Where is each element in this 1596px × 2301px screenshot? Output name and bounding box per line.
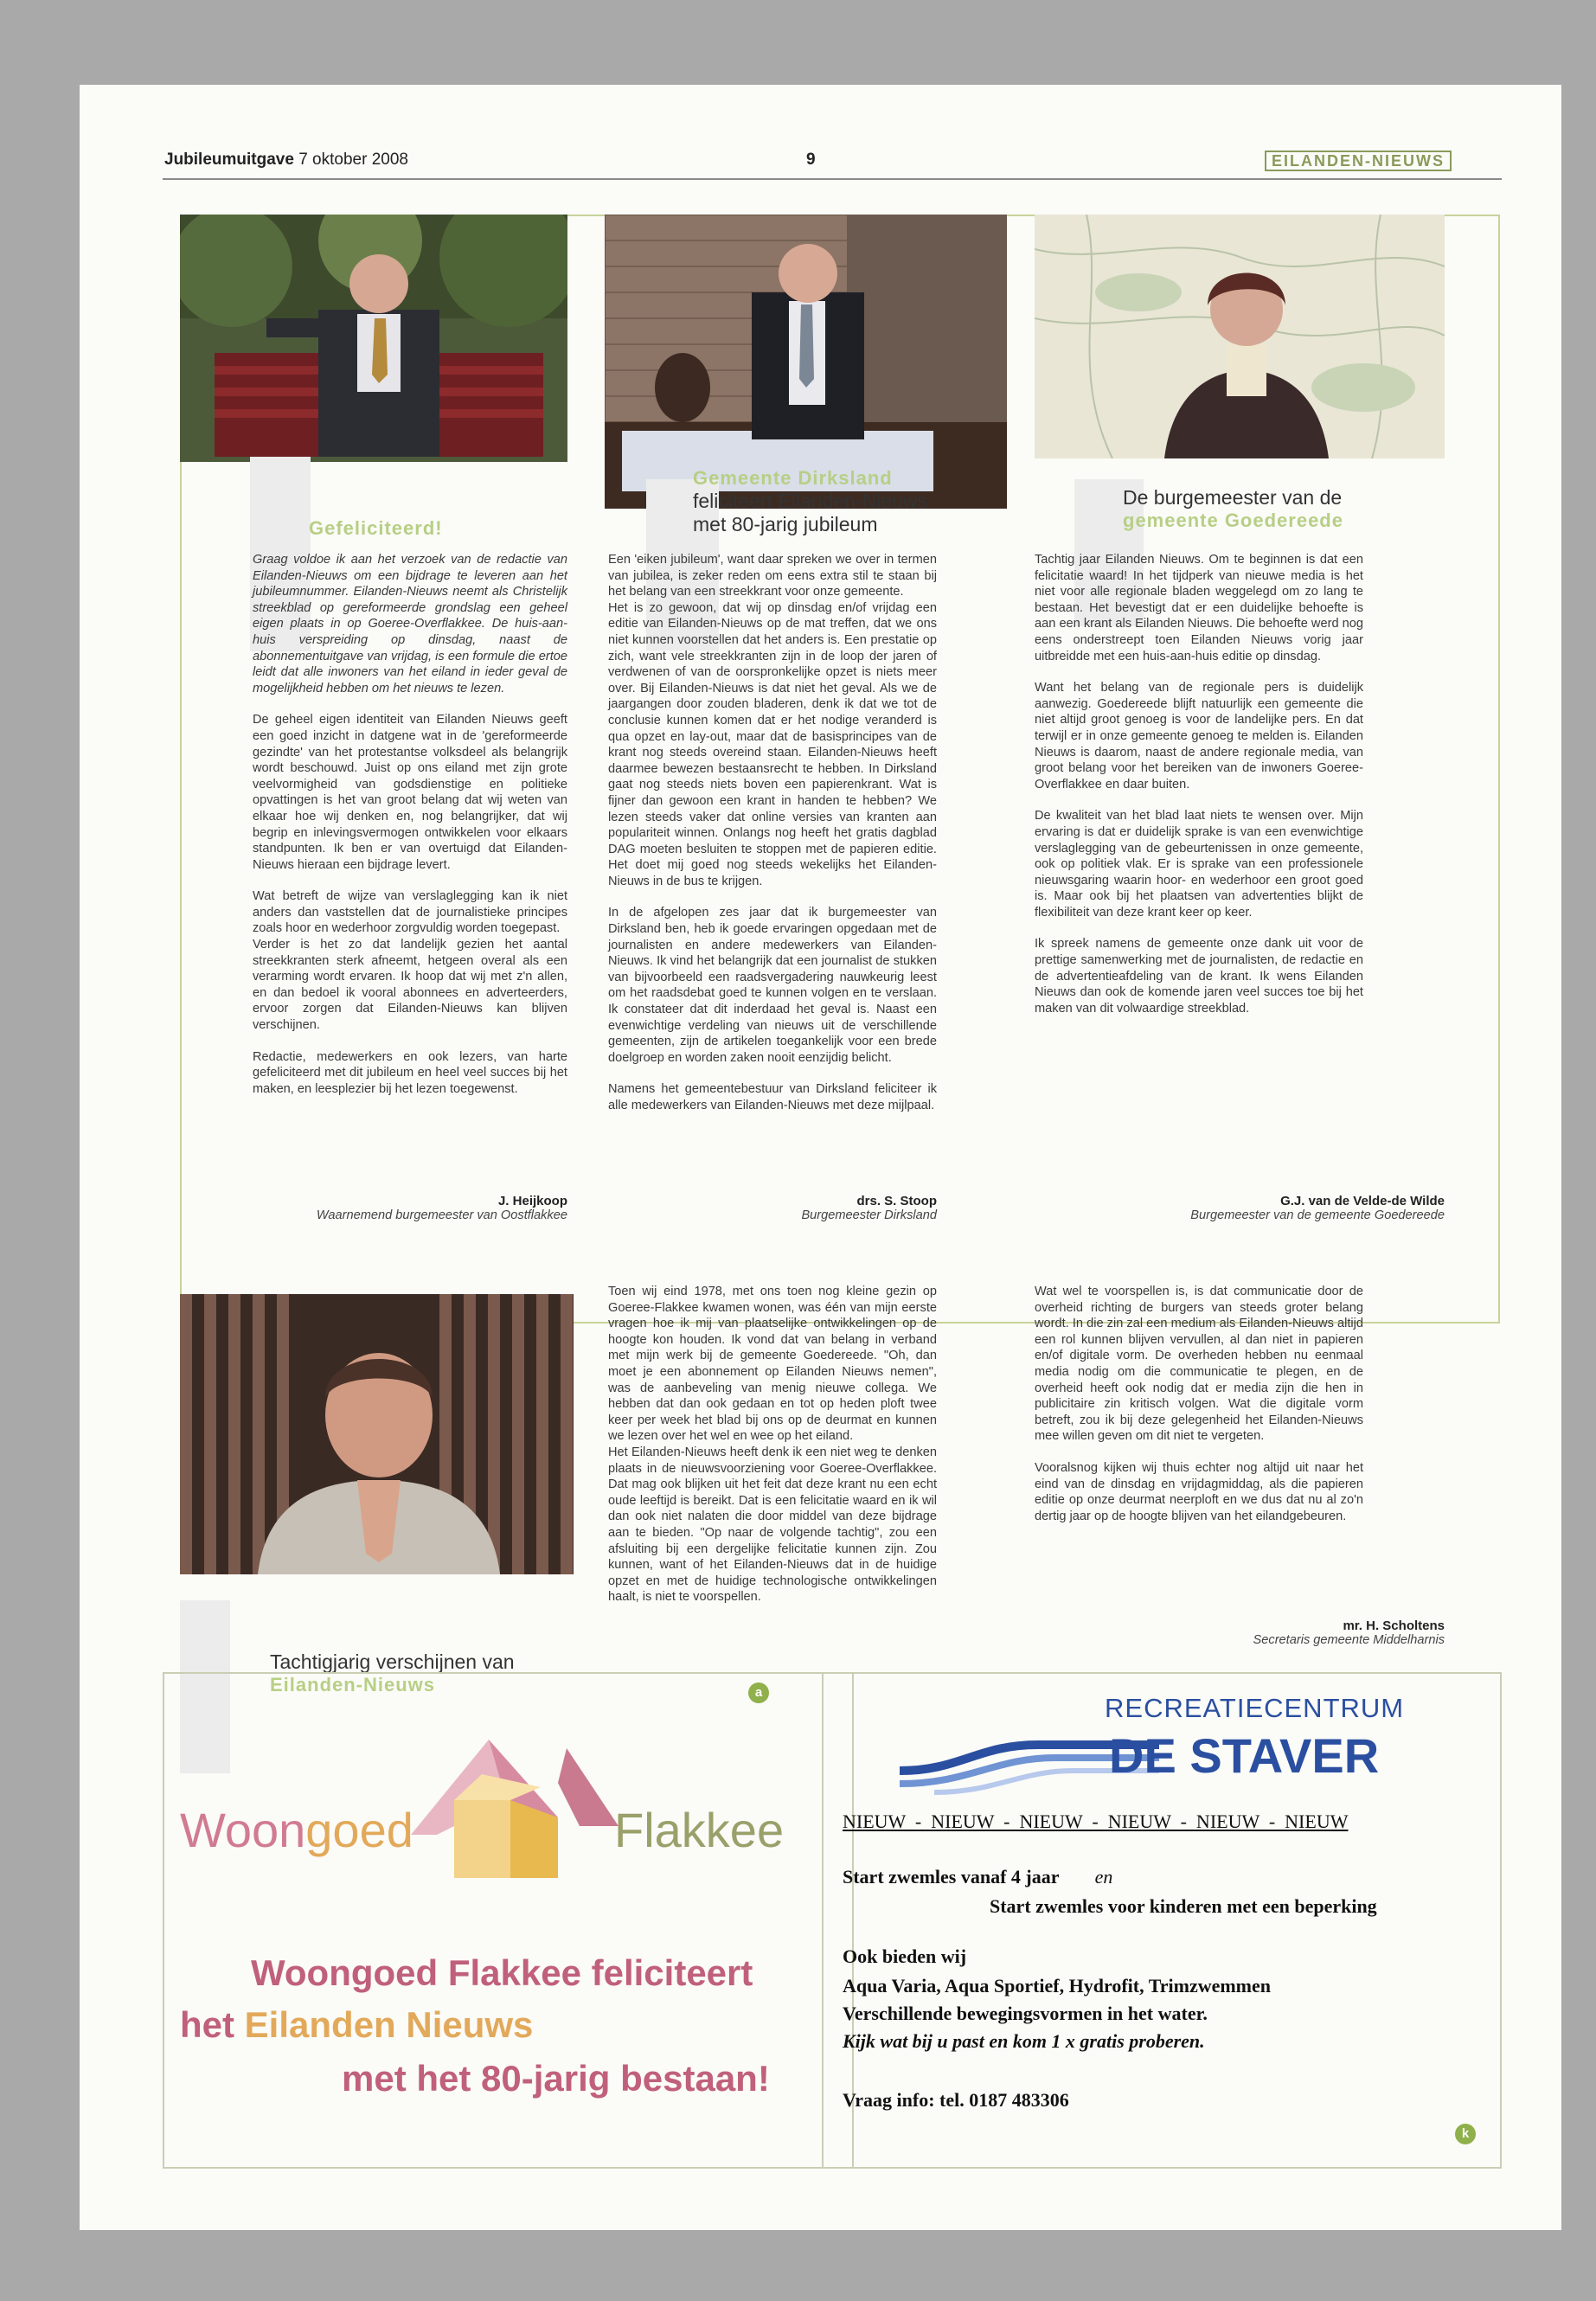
ad-woongoed-corner-badge: a [748,1682,769,1703]
bottom-c3-para2: Vooralsnog kijken wij thuis echter nog altijd uit naar het eind van de dinsdag en vrijdagmiddag, als die papieren editie op onze deurmat neerploft en we dus dat nu al zo'n dertig jaar op de hoogte blijven van het eilandgebeuren. [1035,1460,1363,1523]
edition-date: 7 oktober 2008 [298,151,408,169]
col2-signature [608,1194,937,1222]
col1-para3b: Verder is het zo dat landelijk gezien het aantal streekkranten sterk afneemt, hetgeen overal als een verarming wordt ervaren. Ik hoop dat wij met z'n allen, en dan bedoel ik vooral abonnees en adverteerders, ervoor zorgen dat Eilanden-Nieuws kan blijven verschijnen. [253,938,567,1033]
woongoed-line2b: Eilanden Nieuws [244,2004,534,2045]
col2-title-line2: feliciteert Eilanden-Nieuws [693,490,928,512]
col3-para1: Tachtig jaar Eilanden Nieuws. Om te beginnen is dat een felicitatie waard! In het tijdperk van nieuwe media is het niet voor alle regionale bladen weggelegd om zo lang te bestaan. Het bevestigt dat er een duidelijke behoefte is aan een krant als Eilanden Nieuws. Die behoefte werd nog eens onderstreept toen Eilanden Nieuws vorig jaar uitbreidde met een huis-aan-huis editie op dinsdag. [1035,553,1363,663]
bottom-title-green: Eilanden-Nieuws [270,1674,436,1695]
staver-line2: Start zwemles voor kinderen met een beperking [990,1895,1377,1917]
bottom-sig-title: Secretaris gemeente Middelharnis [1253,1633,1445,1647]
col3-title-green: gemeente Goedereede [1123,510,1343,531]
woongoed-line2 [180,2004,533,2046]
staver-nieuw-banner: NIEUW - NIEUW - NIEUW - NIEUW - NIEUW - NIEUW [843,1811,1349,1832]
photo-heijkoop [180,215,567,462]
woongoed-line3: met het 80-jarig bestaan! [342,2058,770,2099]
header-rule [163,178,1502,180]
bottom-c2-para2: Het Eilanden-Nieuws heeft denk ik een niet weg te denken plaats in de nieuwsvoorziening voor Goeree-Overflakkee. Dat mag ook blijken uit het feit dat deze krant nu een echt oude leeftijd is bereikt. Dat is een felicitatie waard en ik wil dan ook niet nalaten die door middel van deze bijdrage aan te bieden. "Op naar de volgende tachtig", zou een afsluiting bij een dergelijke felicitatie kunnen zijn. Zou kunnen, want of het Eilanden-Nieuws dat in de huidige opzet en met de huidige technologische ontwikkelingen haalt, is niet te voorspellen. [608,1445,937,1605]
staver-line1-en: en [1094,1866,1113,1888]
staver-recreatiecentrum: RECREATIECENTRUM [1105,1693,1405,1723]
col1-para4: Redactie, medewerkers en ook lezers, van harte gefeliciteerd met dit jubileum en heel veel succes bij het maken, en leesplezier bij het lezen toegewenst. [253,1049,567,1096]
woongoed-line2a: het [180,2004,245,2045]
col2-para2: In de afgelopen zes jaar dat ik burgemeester van Dirksland ben, heb ik goede ervaringen opgedaan met de journalisten en andere medewerkers van Eilanden-Nieuws. Ik vind het belangrijk dat een journalist de stukken van bijvoorbeeld een raadsvergadering nauwkeurig leest om het raadsdebat goed te kunnen volgen en te verslaan. Ik constateer dat dit inderdaad het geval is. Naast een evenwichtige verdeling van nieuws uit de verschillende gemeenten, zijn de artikelen toegankelijk voor een brede doelgroep en worden zaken nooit eenzijdig belicht. [608,906,937,1065]
page-number: 9 [806,151,816,169]
col1-signature [253,1194,567,1222]
woongoed-logo-woon: Woon [180,1803,306,1857]
col2-para1b: Het is zo gewoon, dat wij op dinsdag en/of vrijdag een editie van Eilanden-Nieuws op de mat treffen, dat we ons niet kunnen voorstellen dat het anders is. Een prestatie op zich, want vele streekkranten zijn in de loop der jaren of verdwenen of van de oorspronkelijke opzet is niets meer over. Bij Eilanden-Nieuws is dat niet het geval. Als we de jaargangen door zouden bladeren, denk ik dat we tot de conclusie kunnen komen dat er het nodige veranderd is qua opzet en lay-out, maar dat de basisprincipes van de krant nog steeds overeind staan. Eilanden-Nieuws heeft daarmee bewezen bestaansrecht te hebben. In Dirksland gaat nog steeds niets boven een papierenkrant. Wat is fijner dan gewoon een krant in handen te hebben? We lezen steeds vaker dat online versies van kranten aan populariteit winnen. Onlangs nog heeft het gratis dagblad DAG moeten besluiten te stoppen met de papieren editie. Het doet mij goed nog steeds wekelijks het Eilanden-Nieuws in de bus te krijgen. [608,600,937,888]
col2-sig-title: Burgemeester Dirksland [801,1208,937,1222]
woongoed-logo-left [180,1802,413,1858]
staver-line5: Verschillende bewegingsvormen in het water. [843,2003,1208,2024]
newspaper-page [80,85,1561,2230]
photo-stoop [605,215,1007,509]
col3-para2: Want het belang van de regionale pers is duidelijk aanwezig. Goedereede blijft natuurlijk een gemeente die niet altijd groot genoeg is voor de landelijke pers. En dat terwijl er in onze gemeente genoeg te melden is. Eilanden Nieuws is daarom, naast de andere regionale media, van groot belang voor het bereiken van de inwoners Goeree-Overflakkee en daar buiten. [1035,681,1363,792]
col1-para2: De geheel eigen identiteit van Eilanden Nieuws geeft een goed inzicht in datgene wat in de 'gereformeerde gezindte' van het protestantse volksdeel als belangrijk wordt beschouwd. Juist op ons eiland met zijn grote veelvormigheid van godsdienstige en politieke opvattingen is het van groot belang dat wij weten van elkaar hoe wij denken en, nog belangrijker, dat wij begrip en inlevingsvermogen ontwikkelen voor elkaars standpunten. Ik ben er van overtuigd dat Eilanden-Nieuws hieraan een bijdrage levert. [253,713,567,872]
col2-title [693,467,970,536]
col1-sig-name: J. Heijkoop [497,1194,567,1208]
col3-title [1123,486,1434,532]
col2-title-line3: met 80-jarig jubileum [693,513,878,535]
col1-para3: Wat betreft de wijze van verslaglegging kan ik niet anders dan vaststellen dat de journalistieke principes zoals hoor en wederhoor zorgvuldig worden toegepast. [253,889,567,936]
staver-line4: Aqua Varia, Aqua Sportief, Hydrofit, Trimzwemmen [843,1975,1272,1997]
woongoed-logo-goed: goed [305,1803,413,1857]
ad-woongoed [163,1672,854,2169]
col3-sig-title: Burgemeester van de gemeente Goedereede [1190,1208,1445,1222]
col2-para1: Een 'eiken jubileum', want daar spreken we over in termen van jubilea, is zeker reden om eens extra stil te staan bij het belang van een streekkrant voor onze gemeente. [608,553,937,599]
bottom-col3-article [1035,1284,1363,1540]
bottom-signature [1035,1618,1445,1647]
col3-title-line1: De burgemeester van de [1123,486,1343,509]
col3-article [1035,552,1363,1032]
col2-title-green: Gemeente Dirksland [693,467,893,489]
col2-sig-name: drs. S. Stoop [856,1194,937,1208]
photo-van-de-velde [1035,215,1445,458]
bottom-title-line1: Tachtigjarig verschijnen van [270,1650,515,1673]
photo-scholtens [180,1294,574,1574]
col3-signature [1035,1194,1445,1222]
bottom-col2-article [608,1284,937,1621]
bottom-c2-para1: Toen wij eind 1978, met ons toen nog kleine gezin op Goeree-Flakkee kwamen wonen, was één van mijn eerste vragen hoe ik mij van plaatselijke ontwikkelingen op de hoogte kon houden. Ik vond dat van belang in verband met mijn werk bij de gemeente Goedereede. "Oh, dan moet je een abonnement op Eilanden Nieuws nemen", was de aanbeveling van menig nieuwe collega. We hebben dat dan ook gedaan en tot op heden ploft twee keer per week het blad bij ons op de deurmat en kunnen we lezen over het wel en wee op het eiland. [608,1285,937,1444]
staver-line1-text: Start zwemles vanaf 4 jaar [843,1866,1060,1888]
staver-line6: Kijk wat bij u past en kom 1 x gratis proberen. [843,2030,1205,2052]
staver-line7: Vraag info: tel. 0187 483306 [843,2089,1069,2111]
col1-article [253,552,567,1112]
edition-name: Jubileumuitgave [164,151,294,169]
masthead-logo: EILANDEN-NIEUWS [1265,151,1452,171]
col1-para1: Graag voldoe ik aan het verzoek van de redactie van Eilanden-Nieuws om een bijdrage te leveren aan het jubileumnummer. Eilanden-Nieuws neemt als Christelijk streekblad op gereformeerde grondslag een geheel eigen plaats in op Goeree-Overflakkee. De huis-aan-huis verspreiding op dinsdag, naast de abonnementuitgave van vrijdag, is een formule die ertoe leidt dat alle inwoners van het eiland in ieder geval de mogelijkheid hebben om het nieuws te lezen. [253,553,567,695]
col2-para3: Namens het gemeentebestuur van Dirksland feliciteer ik alle medewerkers van Eilanden-Nieuws met deze mijlpaal. [608,1082,937,1112]
col3-para4: Ik spreek namens de gemeente onze dank uit voor de prettige samenwerking met de journalisten, de redactie en de advertentieafdeling van de krant. Ik wens Eilanden Nieuws dan ook de komende jaren veel succes toe bij het maken van dit volwaardige streekblad. [1035,937,1363,1016]
woongoed-logo-right: Flakkee [614,1803,785,1857]
woongoed-line1: Woongoed Flakkee feliciteert [251,1952,753,1993]
bottom-sig-name: mr. H. Scholtens [1343,1618,1445,1633]
col2-article [608,552,937,1130]
col1-sig-title: Waarnemend burgemeester van Oostflakkee [316,1208,567,1222]
staver-name: DE STAVER [1109,1728,1380,1783]
edition-label [164,151,408,170]
col3-sig-name: G.J. van de Velde-de Wilde [1280,1194,1445,1208]
staver-line1 [843,1866,1112,1888]
ad-staver-corner-badge: k [1455,2124,1476,2144]
col1-title: Gefeliciteerd! [309,517,443,539]
col3-para3: De kwaliteit van het blad laat niets te wensen over. Mijn ervaring is dat er duidelijk sprake is van een evenwichtige verslaglegging van de gebeurtenissen in onze gemeente, ook op politiek vlak. Er is sprake van een professionele nieuwsgaring waarin hoor- en wederhoor een groot goed is. Maar ook bij het plaatsen van advertenties blijkt de flexibiliteit van deze krant keer op keer. [1035,809,1363,920]
staver-line3: Ook bieden wij [843,1945,967,1967]
woongoed-house-logo-icon [359,1705,644,1895]
bottom-c3-para1: Wat wel te voorspellen is, is dat communicatie door de overheid richting de burgers van steeds groter belang wordt. In die zin zal een medium als Eilanden-Nieuws altijd een rol kunnen blijven vervullen, al dan niet in papieren en/of digitale vorm. De overheden hebben nu eenmaal media nodig om die communicatie te plegen, en de overheid heeft ook nodig dat er media zijn die hen in publicitaire zin kritisch volgen. Wat die digitale vorm betreft, zou ik bij deze gelegenheid het Eilanden-Nieuws mee willen geven om dit niet te vergeten. [1035,1285,1363,1444]
ad-de-staver [822,1672,1502,2169]
